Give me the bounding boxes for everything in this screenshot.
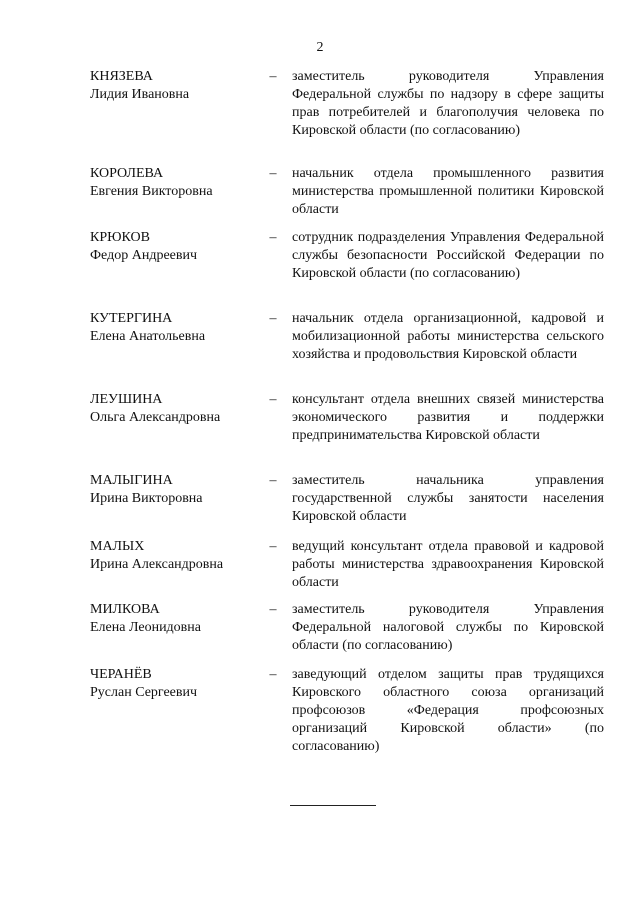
member-surname: МИЛКОВА — [90, 602, 160, 617]
member-name — [90, 229, 270, 265]
dash-separator: – — [269, 69, 277, 84]
member-position: сотрудник подразделения Управления Федеральной службы безопасности Российской Федерации по Кировской области (по согласованию) — [292, 230, 604, 281]
member-name — [90, 472, 270, 508]
member-surname: КУТЕРГИНА — [90, 311, 173, 326]
member-given-name: Федор Андреевич — [90, 248, 198, 263]
member-given-name: Ирина Викторовна — [90, 491, 203, 506]
member-position: ведущий консультант отдела правовой и кадровой работы министерства здравоохранения Кировской области — [292, 539, 604, 590]
member-surname: КНЯЗЕВА — [90, 69, 153, 84]
member-given-name: Ирина Александровна — [90, 557, 224, 572]
member-surname: МАЛЫХ — [90, 539, 145, 554]
member-name — [90, 391, 270, 427]
member-name — [90, 666, 270, 702]
member-position: начальник отдела организационной, кадровой и мобилизационной работы министерства сельского хозяйства и продовольствия Кировской области — [292, 311, 604, 362]
member-position: заместитель начальника управления государственной службы занятости населения Кировской области — [292, 473, 604, 524]
dash-separator: – — [269, 602, 277, 617]
page-number: 2 — [316, 40, 324, 55]
member-name — [90, 68, 270, 104]
dash-separator: – — [269, 311, 277, 326]
member-given-name: Евгения Викторовна — [90, 184, 213, 199]
member-given-name: Елена Анатольевна — [90, 329, 206, 344]
member-name — [90, 165, 270, 201]
end-of-list-rule — [290, 805, 376, 806]
dash-separator: – — [269, 473, 277, 488]
member-position: заместитель руководителя Управления Федеральной службы по надзору в сфере защиты прав потребителей и благополучия человека по Кировской области (по согласованию) — [292, 69, 604, 138]
member-name — [90, 310, 270, 346]
member-surname: ЧЕРАНЁВ — [90, 667, 152, 682]
member-name — [90, 601, 270, 637]
dash-separator: – — [269, 392, 277, 407]
member-position: начальник отдела промышленного развития министерства промышленной политики Кировской области — [292, 166, 604, 217]
member-given-name: Елена Леонидовна — [90, 620, 201, 635]
member-given-name: Руслан Сергеевич — [90, 685, 198, 700]
member-position: заведующий отделом защиты прав трудящихся Кировского областного союза организаций профсоюзов «Федерация профсоюзных организаций Кировской области» (по согласованию) — [292, 667, 604, 754]
member-surname: ЛЕУШИНА — [90, 392, 163, 407]
member-surname: КОРОЛЕВА — [90, 166, 164, 181]
member-given-name: Ольга Александровна — [90, 410, 221, 425]
dash-separator: – — [269, 667, 277, 682]
member-position: консультант отдела внешних связей министерства экономического развития и поддержки предпринимательства Кировской области — [292, 392, 604, 443]
dash-separator: – — [269, 166, 277, 181]
member-given-name: Лидия Ивановна — [90, 87, 190, 102]
member-position: заместитель руководителя Управления Федеральной налоговой службы по Кировской области (по согласованию) — [292, 602, 604, 653]
member-name — [90, 538, 270, 574]
dash-separator: – — [269, 539, 277, 554]
dash-separator: – — [269, 230, 277, 245]
member-surname: МАЛЫГИНА — [90, 473, 173, 488]
member-surname: КРЮКОВ — [90, 230, 150, 245]
